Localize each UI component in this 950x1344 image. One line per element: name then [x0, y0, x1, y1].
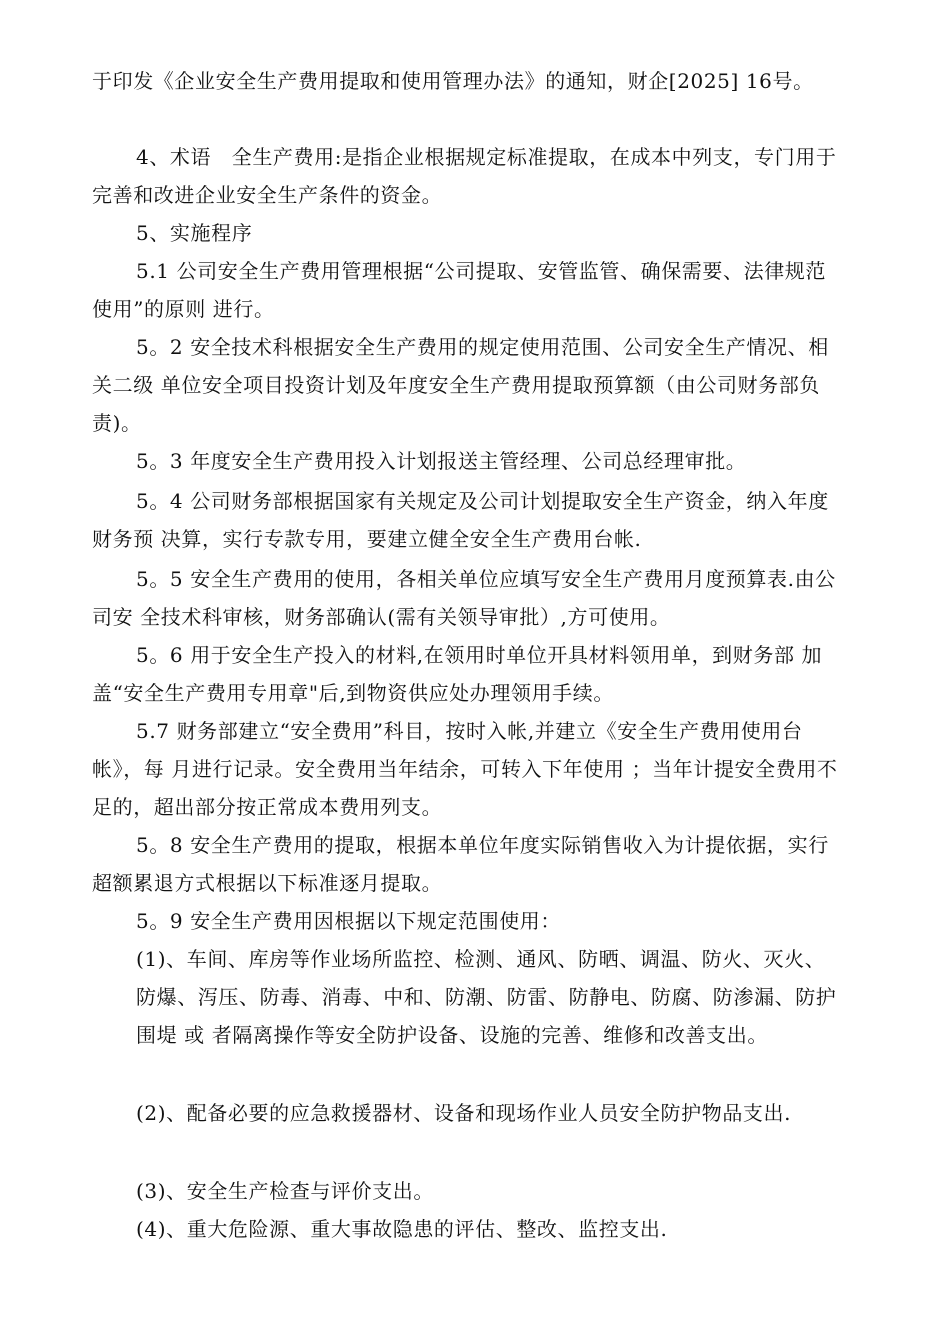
- paragraph-terminology: 4、术语 全生产费用:是指企业根据规定标准提取，在成本中列支，专门用于完善和改进企业安全生产条件的资金。: [92, 145, 837, 207]
- paragraph-5-8: 5。8 安全生产费用的提取，根据本单位年度实际销售收入为计提依据，实行超额累退方式根据以下标准逐月提取。: [92, 833, 829, 895]
- paragraph-procedure-heading: 5、实施程序: [136, 221, 253, 245]
- list-item-4: (4)、重大危险源、重大事故隐患的评估、整改、监控支出.: [136, 1217, 668, 1241]
- paragraph-notice-reference: 于印发《企业安全生产费用提取和使用管理办法》的通知，财企[2025] 16号。: [92, 69, 814, 93]
- list-item-1: (1)、车间、库房等作业场所监控、检测、通风、防晒、调温、防火、灭火、 防爆、泻压、防毒、消毒、中和、防潮、防雷、防静电、防腐、防渗漏、防护围堤 或 者隔离操作等安全防护设备、设施的完善、维修和改善支出。: [136, 947, 837, 1047]
- paragraph-5-2: 5。2 安全技术科根据安全生产费用的规定使用范围、公司安全生产情况、相关二级 单位安全项目投资计划及年度安全生产费用提取预算额（由公司财务部负责)。: [92, 335, 829, 435]
- paragraph-5-6: 5。6 用于安全生产投入的材料,在领用时单位开具材料领用单，到财务部 加盖“安全生产费用专用章"后,到物资供应处办理领用手续。: [92, 643, 823, 705]
- paragraph-5-9: 5。9 安全生产费用因根据以下规定范围使用：: [136, 909, 562, 933]
- paragraph-5-7: 5.7 财务部建立“安全费用”科目，按时入帐,并建立《安全生产费用使用台帐》，每 月进行记录。安全费用当年结余，可转入下年使用 ；当年计提安全费用不足的，超出部分按正常成本费用列支。: [92, 719, 838, 819]
- paragraph-5-1: 5.1 公司安全生产费用管理根据“公司提取、安管监管、确保需要、法律规范使用”的原则 进行。: [92, 259, 826, 321]
- paragraph-5-4: 5。4 公司财务部根据国家有关规定及公司计划提取安全生产资金，纳入年度财务预 决算，实行专款专用，要建立健全安全生产费用台帐.: [92, 489, 829, 551]
- paragraph-5-5: 5。5 安全生产费用的使用，各相关单位应填写安全生产费用月度预算表.由公司安 全技术科审核，财务部确认(需有关领导审批）,方可使用。: [92, 567, 836, 629]
- list-item-2: (2)、配备必要的应急救援器材、设备和现场作业人员安全防护物品支出.: [136, 1101, 792, 1125]
- list-item-3: (3)、安全生产检查与评价支出。: [136, 1179, 434, 1203]
- paragraph-5-3: 5。3 年度安全生产费用投入计划报送主管经理、公司总经理审批。: [136, 449, 747, 473]
